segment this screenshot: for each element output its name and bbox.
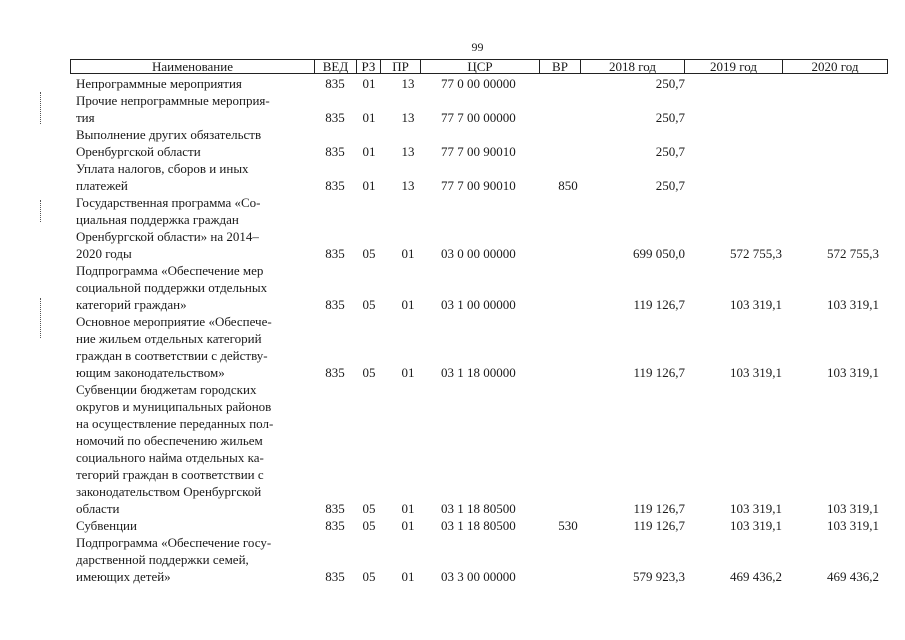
cell-csr: 03 1 18 80500	[441, 518, 516, 533]
cell-ved: 835	[325, 144, 345, 159]
cell-name: Субвенции	[76, 518, 137, 533]
cell-name: Уплата налогов, сборов и иных	[76, 161, 249, 176]
table-row	[0, 466, 905, 483]
cell-name: тия	[76, 110, 95, 125]
cell-rz: 05	[362, 297, 376, 312]
cell-pr: 01	[401, 297, 415, 312]
table-row	[0, 279, 905, 296]
table-row	[0, 143, 905, 160]
cell-y2019: 469 436,2	[730, 569, 782, 584]
cell-ved: 835	[325, 246, 345, 261]
cell-y2019: 103 319,1	[730, 365, 782, 380]
header-csr: ЦСР	[420, 59, 539, 74]
cell-y2020: 103 319,1	[827, 501, 879, 516]
cell-name: дарственной поддержки семей,	[76, 552, 249, 567]
cell-rz: 05	[362, 518, 376, 533]
cell-y2018: 250,7	[655, 144, 685, 159]
cell-name: номочий по обеспечению жильем	[76, 433, 263, 448]
table-row	[0, 534, 905, 551]
scan-artifact-mark	[40, 200, 41, 222]
cell-y2019: 572 755,3	[730, 246, 782, 261]
cell-name: 2020 годы	[76, 246, 132, 261]
cell-csr: 77 7 00 00000	[441, 110, 516, 125]
cell-csr: 03 1 00 00000	[441, 297, 516, 312]
cell-pr: 01	[401, 569, 415, 584]
cell-y2020: 103 319,1	[827, 518, 879, 533]
cell-pr: 13	[401, 144, 415, 159]
table-row	[0, 194, 905, 211]
cell-pr: 01	[401, 501, 415, 516]
cell-vr: 530	[558, 518, 578, 533]
cell-y2020: 572 755,3	[827, 246, 879, 261]
cell-y2020: 103 319,1	[827, 365, 879, 380]
table-row	[0, 177, 905, 194]
header-2019: 2019 год	[684, 59, 782, 74]
cell-name: на осуществление переданных пол-	[76, 416, 274, 431]
cell-y2018: 119 126,7	[633, 297, 685, 312]
cell-rz: 05	[362, 569, 376, 584]
header-2018: 2018 год	[580, 59, 684, 74]
cell-name: платежей	[76, 178, 128, 193]
cell-rz: 01	[362, 76, 376, 91]
cell-rz: 05	[362, 246, 376, 261]
cell-csr: 03 3 00 00000	[441, 569, 516, 584]
cell-ved: 835	[325, 518, 345, 533]
cell-y2018: 579 923,3	[633, 569, 685, 584]
table-row	[0, 92, 905, 109]
cell-csr: 77 7 00 90010	[441, 144, 516, 159]
cell-ved: 835	[325, 178, 345, 193]
table-row	[0, 517, 905, 534]
scan-artifact-mark	[40, 298, 41, 338]
table-row	[0, 364, 905, 381]
cell-y2018: 119 126,7	[633, 365, 685, 380]
table-row	[0, 449, 905, 466]
cell-csr: 03 0 00 00000	[441, 246, 516, 261]
cell-y2018: 250,7	[655, 110, 685, 125]
table-row	[0, 398, 905, 415]
cell-pr: 01	[401, 518, 415, 533]
table-row	[0, 228, 905, 245]
cell-name: Подпрограмма «Обеспечение госу-	[76, 535, 272, 550]
header-pr: ПР	[380, 59, 420, 74]
table-row	[0, 381, 905, 398]
cell-y2019: 103 319,1	[730, 518, 782, 533]
table-row	[0, 347, 905, 364]
cell-name: ющим законодательством»	[76, 365, 225, 380]
cell-name: граждан в соответствии с действу-	[76, 348, 268, 363]
cell-name: законодательством Оренбургской	[76, 484, 262, 499]
table-row	[0, 551, 905, 568]
cell-rz: 05	[362, 501, 376, 516]
cell-y2018: 250,7	[655, 76, 685, 91]
cell-y2019: 103 319,1	[730, 297, 782, 312]
cell-name: Прочие непрограммные мероприя-	[76, 93, 270, 108]
cell-y2018: 699 050,0	[633, 246, 685, 261]
header-ved: ВЕД	[314, 59, 356, 74]
scan-artifact-mark	[40, 92, 41, 124]
cell-y2020: 103 319,1	[827, 297, 879, 312]
cell-name: Оренбургской области	[76, 144, 201, 159]
cell-name: циальная поддержка граждан	[76, 212, 239, 227]
cell-pr: 01	[401, 365, 415, 380]
header-2020: 2020 год	[782, 59, 888, 74]
cell-y2018: 250,7	[655, 178, 685, 193]
cell-rz: 01	[362, 110, 376, 125]
cell-name: социальной поддержки отдельных	[76, 280, 268, 295]
cell-name: области	[76, 501, 120, 516]
cell-ved: 835	[325, 569, 345, 584]
cell-name: Государственная программа «Со-	[76, 195, 261, 210]
table-row	[0, 211, 905, 228]
table-row	[0, 568, 905, 585]
table-row	[0, 313, 905, 330]
table-row	[0, 245, 905, 262]
cell-name: категорий граждан»	[76, 297, 187, 312]
cell-csr: 77 0 00 00000	[441, 76, 516, 91]
table-row	[0, 330, 905, 347]
table-row	[0, 109, 905, 126]
cell-pr: 13	[401, 178, 415, 193]
cell-csr: 77 7 00 90010	[441, 178, 516, 193]
table-row	[0, 160, 905, 177]
cell-ved: 835	[325, 297, 345, 312]
cell-rz: 01	[362, 178, 376, 193]
page-number: 99	[471, 40, 484, 54]
cell-name: имеющих детей»	[76, 569, 171, 584]
table-row	[0, 126, 905, 143]
cell-ved: 835	[325, 110, 345, 125]
cell-name: Оренбургской области» на 2014–	[76, 229, 259, 244]
cell-rz: 05	[362, 365, 376, 380]
header-vr: ВР	[539, 59, 580, 74]
cell-name: ние жильем отдельных категорий	[76, 331, 262, 346]
cell-name: Субвенции бюджетам городских	[76, 382, 257, 397]
cell-csr: 03 1 18 80500	[441, 501, 516, 516]
cell-name: Непрограммные мероприятия	[76, 76, 242, 91]
cell-ved: 835	[325, 76, 345, 91]
cell-ved: 835	[325, 501, 345, 516]
table-header-row	[70, 59, 888, 74]
cell-pr: 13	[401, 76, 415, 91]
table-row	[0, 296, 905, 313]
cell-pr: 01	[401, 246, 415, 261]
table-row	[0, 500, 905, 517]
cell-y2018: 119 126,7	[633, 518, 685, 533]
cell-csr: 03 1 18 00000	[441, 365, 516, 380]
cell-name: Выполнение других обязательств	[76, 127, 262, 142]
cell-y2018: 119 126,7	[633, 501, 685, 516]
table-row	[0, 262, 905, 279]
table-row	[0, 75, 905, 92]
cell-name: тегорий граждан в соответствии с	[76, 467, 264, 482]
cell-name: округов и муниципальных районов	[76, 399, 272, 414]
cell-name: Основное мероприятие «Обеспече-	[76, 314, 272, 329]
cell-vr: 850	[558, 178, 578, 193]
table-row	[0, 483, 905, 500]
cell-rz: 01	[362, 144, 376, 159]
table-row	[0, 432, 905, 449]
table-row	[0, 415, 905, 432]
cell-ved: 835	[325, 365, 345, 380]
header-name: Наименование	[70, 59, 314, 74]
cell-name: Подпрограмма «Обеспечение мер	[76, 263, 264, 278]
cell-name: социального найма отдельных ка-	[76, 450, 264, 465]
cell-pr: 13	[401, 110, 415, 125]
cell-y2020: 469 436,2	[827, 569, 879, 584]
cell-y2019: 103 319,1	[730, 501, 782, 516]
header-rz: РЗ	[356, 59, 380, 74]
